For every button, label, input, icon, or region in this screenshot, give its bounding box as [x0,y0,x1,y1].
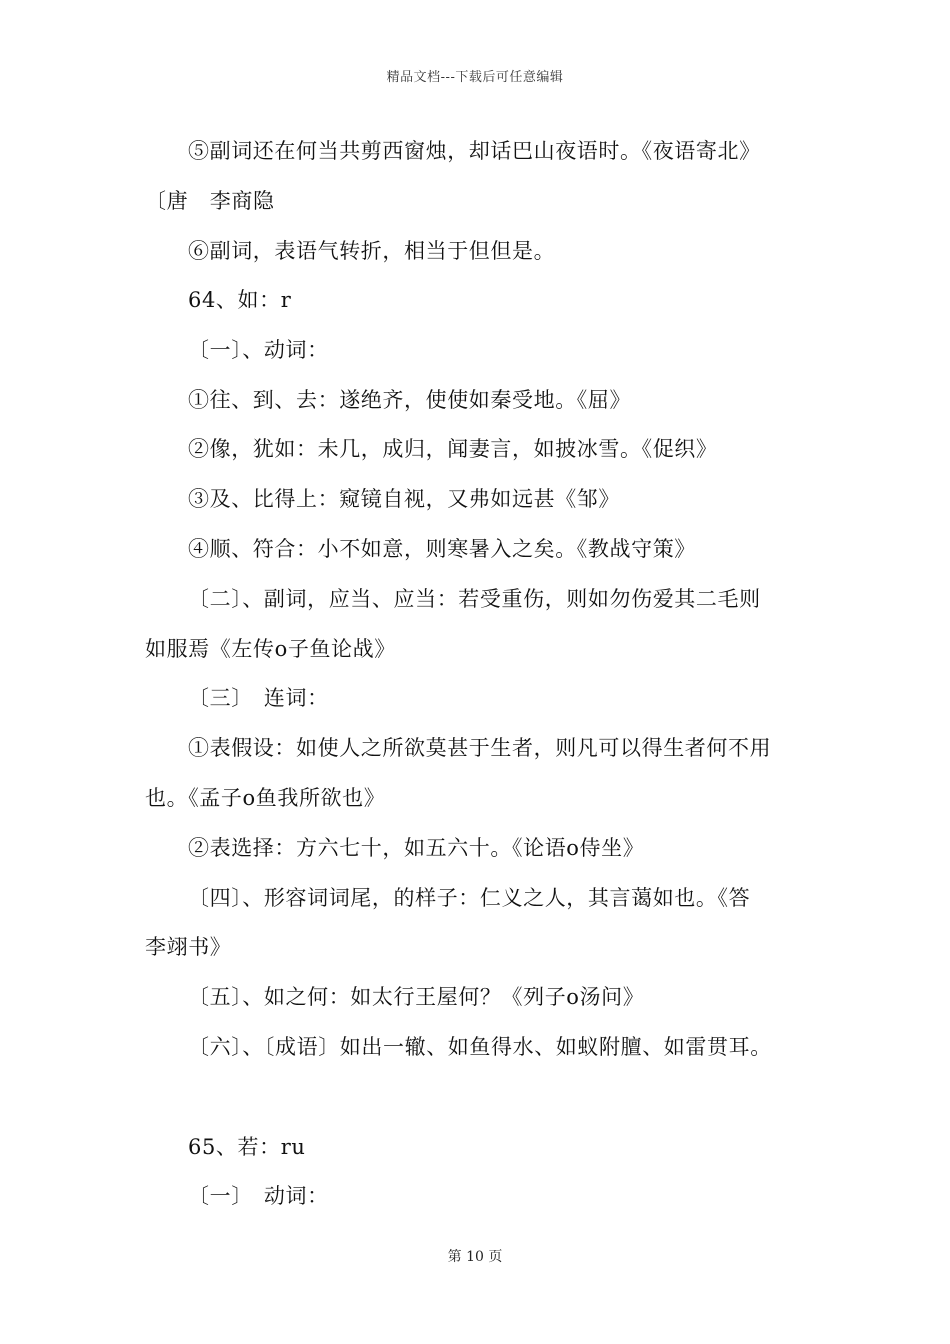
text-line: 〔六〕、〔成语〕如出一辙、如鱼得水、如蚁附膻、如雷贯耳。 [188,1035,772,1059]
text-line: 〔四〕、形容词词尾，的样子：仁义之人，其言蔼如也。《答 [188,886,751,910]
section-heading: 65、若：ru [188,1135,306,1159]
text-line: ①往、到、去：遂绝齐，使使如秦受地。《屈》 [188,388,632,412]
text-line: 〔一〕、动词： [188,338,329,362]
text-line: 〔一〕 动词： [188,1184,329,1208]
text-line: 〔三〕 连词： [188,686,329,710]
text-line: ③及、比得上：窥镜自视，又弗如远甚《邹》 [188,487,620,511]
text-line: 也。《孟子ο鱼我所欲也》 [145,786,386,810]
text-line: ⑥副词，表语气转折，相当于但但是。 [188,239,556,263]
text-line: ⑤副词还在何当共剪西窗烛，却话巴山夜语时。《夜语寄北》 [188,139,761,163]
text-line: 如服焉《左传ο子鱼论战》 [145,637,396,661]
text-line: ②像，犹如：未几，成归，闻妻言，如披冰雪。《促织》 [188,437,718,461]
text-line: ②表选择：方六七十，如五六十。《论语ο侍坐》 [188,836,645,860]
text-line: ④顺、符合：小不如意，则寒暑入之矣。《教战守策》 [188,537,696,561]
page-header: 精品文档---下载后可任意编辑 [386,70,564,85]
text-line: 〔唐 李商隐 [145,189,275,213]
page-number: 第 10 页 [447,1249,503,1265]
text-line: ①表假设：如使人之所欲莫甚于生者，则凡可以得生者何不用 [188,736,772,760]
text-line: 李翊书》 [145,935,232,959]
text-line: 〔二〕、副词，应当、应当：若受重伤，则如勿伤爱其二毛则 [188,587,761,611]
text-line: 〔五〕、如之何：如太行王屋何？《列子ο汤问》 [188,985,645,1009]
section-heading: 64、如：r [188,288,292,312]
